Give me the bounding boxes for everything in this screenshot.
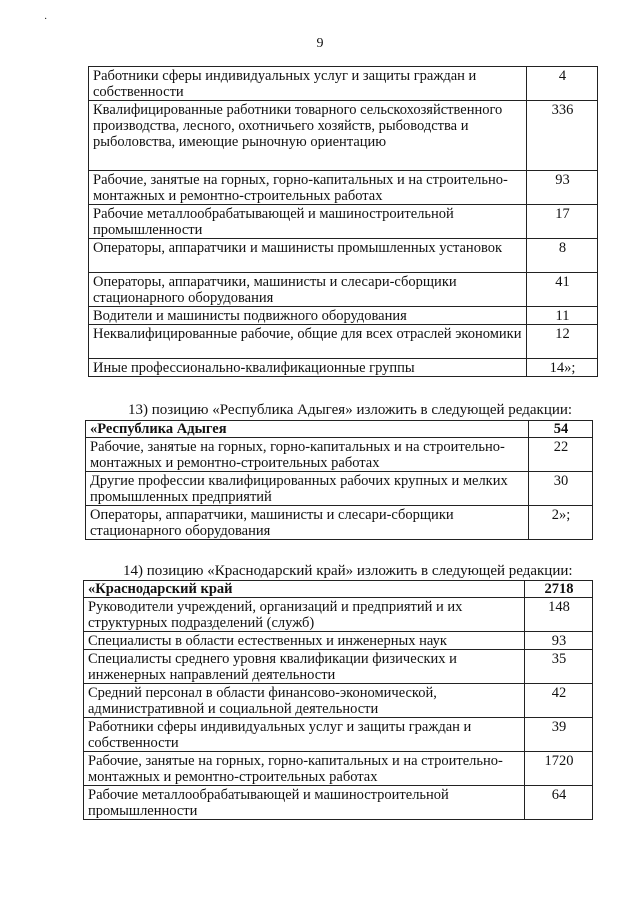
table-row bbox=[89, 359, 598, 377]
table-row bbox=[84, 718, 593, 752]
table-row bbox=[89, 205, 598, 239]
row-value: 93 bbox=[525, 632, 593, 650]
amendment-13-text: 13) позицию «Республика Адыгея» изложить в следующей редакции: bbox=[128, 402, 573, 418]
row-value: 2»; bbox=[529, 506, 593, 540]
table-row bbox=[89, 67, 598, 101]
table-adygea bbox=[85, 420, 593, 540]
row-label: Работники сферы индивидуальных услуг и защиты граждан и собственности bbox=[89, 67, 527, 101]
row-label: Средний персонал в области финансово-экономической, административной и социальной деятельности bbox=[84, 684, 525, 718]
table-row bbox=[89, 273, 598, 307]
row-label: Специалисты среднего уровня квалификации физических и инженерных направлений деятельности bbox=[84, 650, 525, 684]
row-value: 8 bbox=[527, 239, 598, 273]
row-value: 35 bbox=[525, 650, 593, 684]
row-label: Руководители учреждений, организаций и предприятий и их структурных подразделений (служб) bbox=[84, 598, 525, 632]
row-label: Неквалифицированные рабочие, общие для всех отраслей экономики bbox=[89, 325, 527, 359]
row-value: 39 bbox=[525, 718, 593, 752]
row-label: Иные профессионально-квалификационные группы bbox=[89, 359, 527, 377]
row-label: Операторы, аппаратчики, машинисты и слесари-сборщики стационарного оборудования bbox=[86, 506, 529, 540]
region-total: 2718 bbox=[525, 581, 593, 598]
row-value: 148 bbox=[525, 598, 593, 632]
row-label: Квалифицированные работники товарного сельскохозяйственного производства, лесного, охотничьего хозяйств, рыбоводства и рыболовства, имеющие рыночную ориентацию bbox=[89, 101, 527, 171]
row-label: Водители и машинисты подвижного оборудования bbox=[89, 307, 527, 325]
region-total: 54 bbox=[529, 421, 593, 438]
table-row bbox=[89, 171, 598, 205]
row-value: 22 bbox=[529, 438, 593, 472]
table-row bbox=[89, 307, 598, 325]
row-label: Операторы, аппаратчики, машинисты и слесари-сборщики стационарного оборудования bbox=[89, 273, 527, 307]
row-label: Работники сферы индивидуальных услуг и защиты граждан и собственности bbox=[84, 718, 525, 752]
table-header-row bbox=[84, 581, 593, 598]
amendment-14-text: 14) позицию «Краснодарский край» изложить в следующей редакции: bbox=[123, 563, 573, 579]
row-label: Другие профессии квалифицированных рабочих крупных и мелких промышленных предприятий bbox=[86, 472, 529, 506]
row-label: Специалисты в области естественных и инженерных наук bbox=[84, 632, 525, 650]
row-label: Операторы, аппаратчики и машинисты промышленных установок bbox=[89, 239, 527, 273]
row-label: Рабочие, занятые на горных, горно-капитальных и на строительно-монтажных и ремонтно-строительных работах bbox=[84, 752, 525, 786]
table-row bbox=[84, 598, 593, 632]
table-row bbox=[89, 101, 598, 171]
table-row bbox=[84, 752, 593, 786]
row-value: 41 bbox=[527, 273, 598, 307]
row-value: 336 bbox=[527, 101, 598, 171]
row-label: Рабочие металлообрабатывающей и машиностроительной промышленности bbox=[84, 786, 525, 820]
row-label: Рабочие металлообрабатывающей и машиностроительной промышленности bbox=[89, 205, 527, 239]
table-row bbox=[89, 325, 598, 359]
row-value: 30 bbox=[529, 472, 593, 506]
region-name: «Республика Адыгея bbox=[86, 421, 529, 438]
row-value: 12 bbox=[527, 325, 598, 359]
table-row bbox=[86, 472, 593, 506]
table-krasnodar bbox=[83, 580, 593, 820]
page-number: 9 bbox=[316, 36, 324, 51]
row-value: 17 bbox=[527, 205, 598, 239]
table-header-row bbox=[86, 421, 593, 438]
table-row bbox=[86, 506, 593, 540]
table-row bbox=[84, 632, 593, 650]
row-value: 1720 bbox=[525, 752, 593, 786]
table-row bbox=[84, 650, 593, 684]
row-label: Рабочие, занятые на горных, горно-капитальных и на строительно-монтажных и ремонтно-строительных работах bbox=[89, 171, 527, 205]
table-row bbox=[84, 684, 593, 718]
row-value: 4 bbox=[527, 67, 598, 101]
row-value: 64 bbox=[525, 786, 593, 820]
scan-speck: · bbox=[44, 14, 48, 25]
row-value: 42 bbox=[525, 684, 593, 718]
row-value: 93 bbox=[527, 171, 598, 205]
table-row bbox=[89, 239, 598, 273]
table-row bbox=[84, 786, 593, 820]
row-label: Рабочие, занятые на горных, горно-капитальных и на строительно-монтажных и ремонтно-строительных работах bbox=[86, 438, 529, 472]
row-value: 14»; bbox=[527, 359, 598, 377]
region-name: «Краснодарский край bbox=[84, 581, 525, 598]
row-value: 11 bbox=[527, 307, 598, 325]
table-continued bbox=[88, 66, 598, 377]
table-row bbox=[86, 438, 593, 472]
